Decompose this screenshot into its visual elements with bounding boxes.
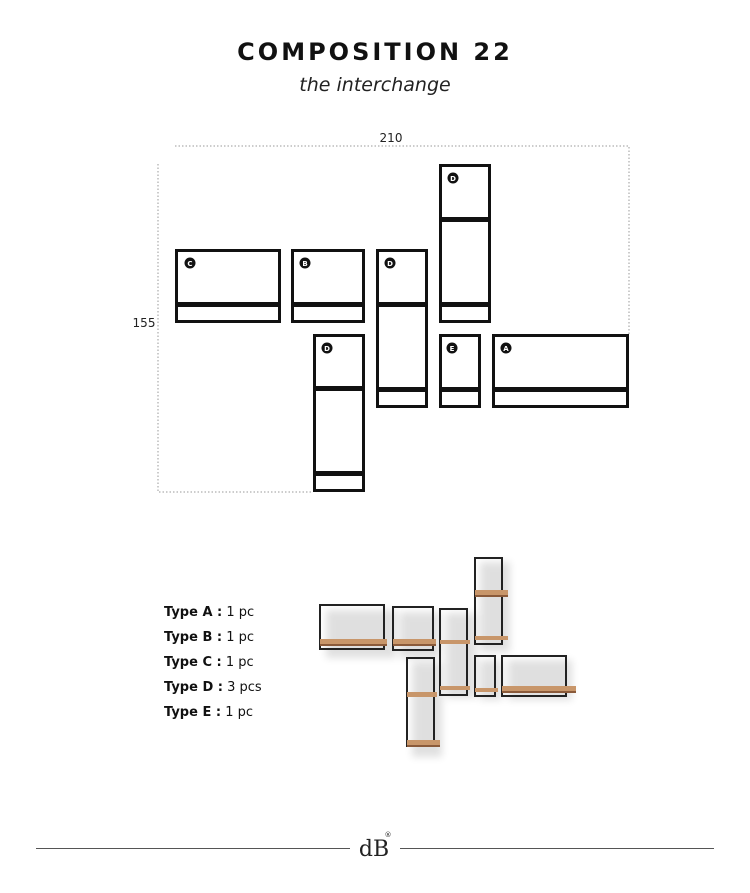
assembled-composition-illustration	[300, 550, 590, 770]
width-dimension: 210	[379, 131, 403, 145]
legend-type: Type E :	[164, 705, 222, 720]
shelf-d-top	[440, 166, 490, 322]
legend-qty: 3 pcs	[227, 680, 262, 695]
registered-mark: ®	[384, 831, 392, 839]
legend-type: Type B :	[164, 630, 223, 645]
legend-type: Type D :	[164, 680, 223, 695]
shelf-d-top-label: D	[450, 175, 456, 183]
shelf-e-label: E	[449, 345, 455, 353]
brand-logo-text: dB	[358, 837, 390, 862]
shelf-c	[176, 251, 280, 322]
legend-row-c	[164, 650, 262, 675]
legend-qty: 1 pc	[226, 605, 255, 620]
legend-row-a	[164, 600, 262, 625]
legend-qty: 1 pc	[225, 655, 254, 670]
shelf-b-label: B	[302, 260, 308, 268]
footer-divider-right	[400, 848, 714, 849]
shelf-a	[493, 336, 628, 407]
legend-type: Type A :	[164, 605, 223, 620]
shelf-b	[292, 251, 364, 322]
shelf-c-label: C	[187, 260, 193, 268]
page-title: COMPOSITION 22	[237, 38, 513, 66]
shelf-a-label: A	[503, 345, 509, 353]
shelf-d-bottom-label: D	[324, 345, 330, 353]
quantity-legend	[164, 600, 262, 725]
shelf-d-middle	[377, 251, 427, 407]
shelf-d-middle-label: D	[387, 260, 393, 268]
dimension-outline	[158, 146, 629, 492]
legend-qty: 1 pc	[225, 705, 254, 720]
legend-type: Type C :	[164, 655, 222, 670]
height-dimension: 155	[132, 316, 156, 330]
legend-row-d	[164, 675, 262, 700]
legend-row-e	[164, 700, 262, 725]
shelf-d-bottom	[314, 336, 364, 491]
legend-qty: 1 pc	[226, 630, 255, 645]
legend-row-b	[164, 625, 262, 650]
page-subtitle: the interchange	[299, 74, 451, 96]
brand-logo	[358, 828, 394, 862]
wall-shadow	[326, 562, 572, 757]
shelf-e	[440, 336, 480, 407]
footer-divider-left	[36, 848, 350, 849]
